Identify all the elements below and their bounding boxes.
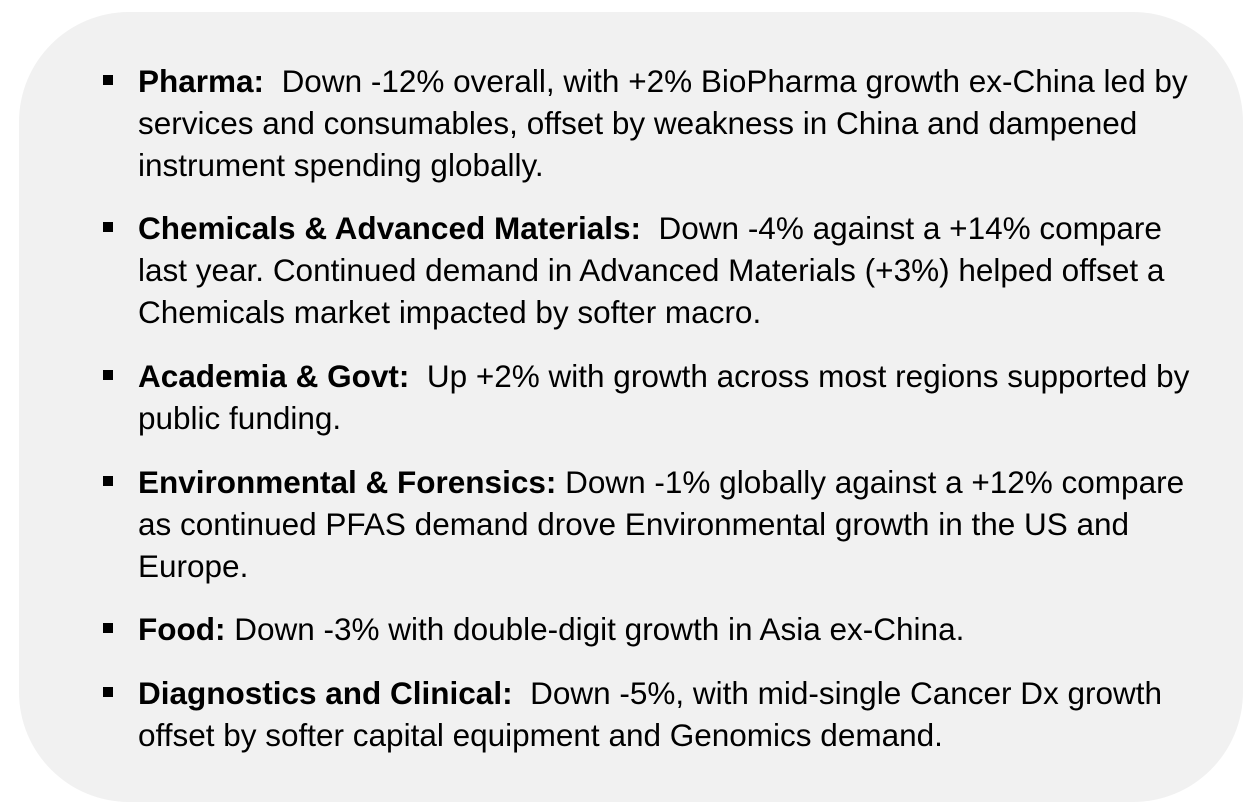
square-bullet-icon (103, 623, 113, 633)
bullet-text: Down -12% overall, with +2% BioPharma growth ex-China led by services and consumables, offset by weakness in China and dampened instrument spending globally. (138, 63, 1188, 183)
bullet-heading: Academia & Govt: (138, 358, 410, 394)
square-bullet-icon (103, 370, 113, 380)
bullet-item-diagnostics (138, 672, 1218, 756)
square-bullet-icon (103, 687, 113, 697)
bullet-text: Down -3% with double-digit growth in Asia ex-China. (234, 611, 965, 647)
bullet-item-chemicals (138, 207, 1218, 333)
bullet-heading: Food: (138, 611, 226, 647)
square-bullet-icon (103, 222, 113, 232)
bullet-text: Down -4% against a +14% compare last year. Continued demand in Advanced Materials (+3%) helped offset a Chemicals market impacted by softer macro. (138, 210, 1165, 330)
bullet-heading: Pharma: (138, 63, 265, 99)
bullet-text: Down -1% globally against a +12% compare as continued PFAS demand drove Environmental growth in the US and Europe. (138, 464, 1185, 584)
bullet-heading: Environmental & Forensics: (138, 464, 557, 500)
bullet-text: Down -5%, with mid-single Cancer Dx growth offset by softer capital equipment and Genomics demand. (138, 675, 1163, 753)
bullet-item-food (138, 608, 1218, 650)
bullet-item-academia (138, 355, 1218, 439)
bullet-heading: Chemicals & Advanced Materials: (138, 210, 642, 246)
bullet-heading: Diagnostics and Clinical: (138, 675, 513, 711)
bullet-text: Up +2% with growth across most regions supported by public funding. (138, 358, 1190, 436)
bullet-item-environmental (138, 461, 1218, 587)
square-bullet-icon (103, 75, 113, 85)
square-bullet-icon (103, 476, 113, 486)
bullet-item-pharma (138, 60, 1218, 186)
